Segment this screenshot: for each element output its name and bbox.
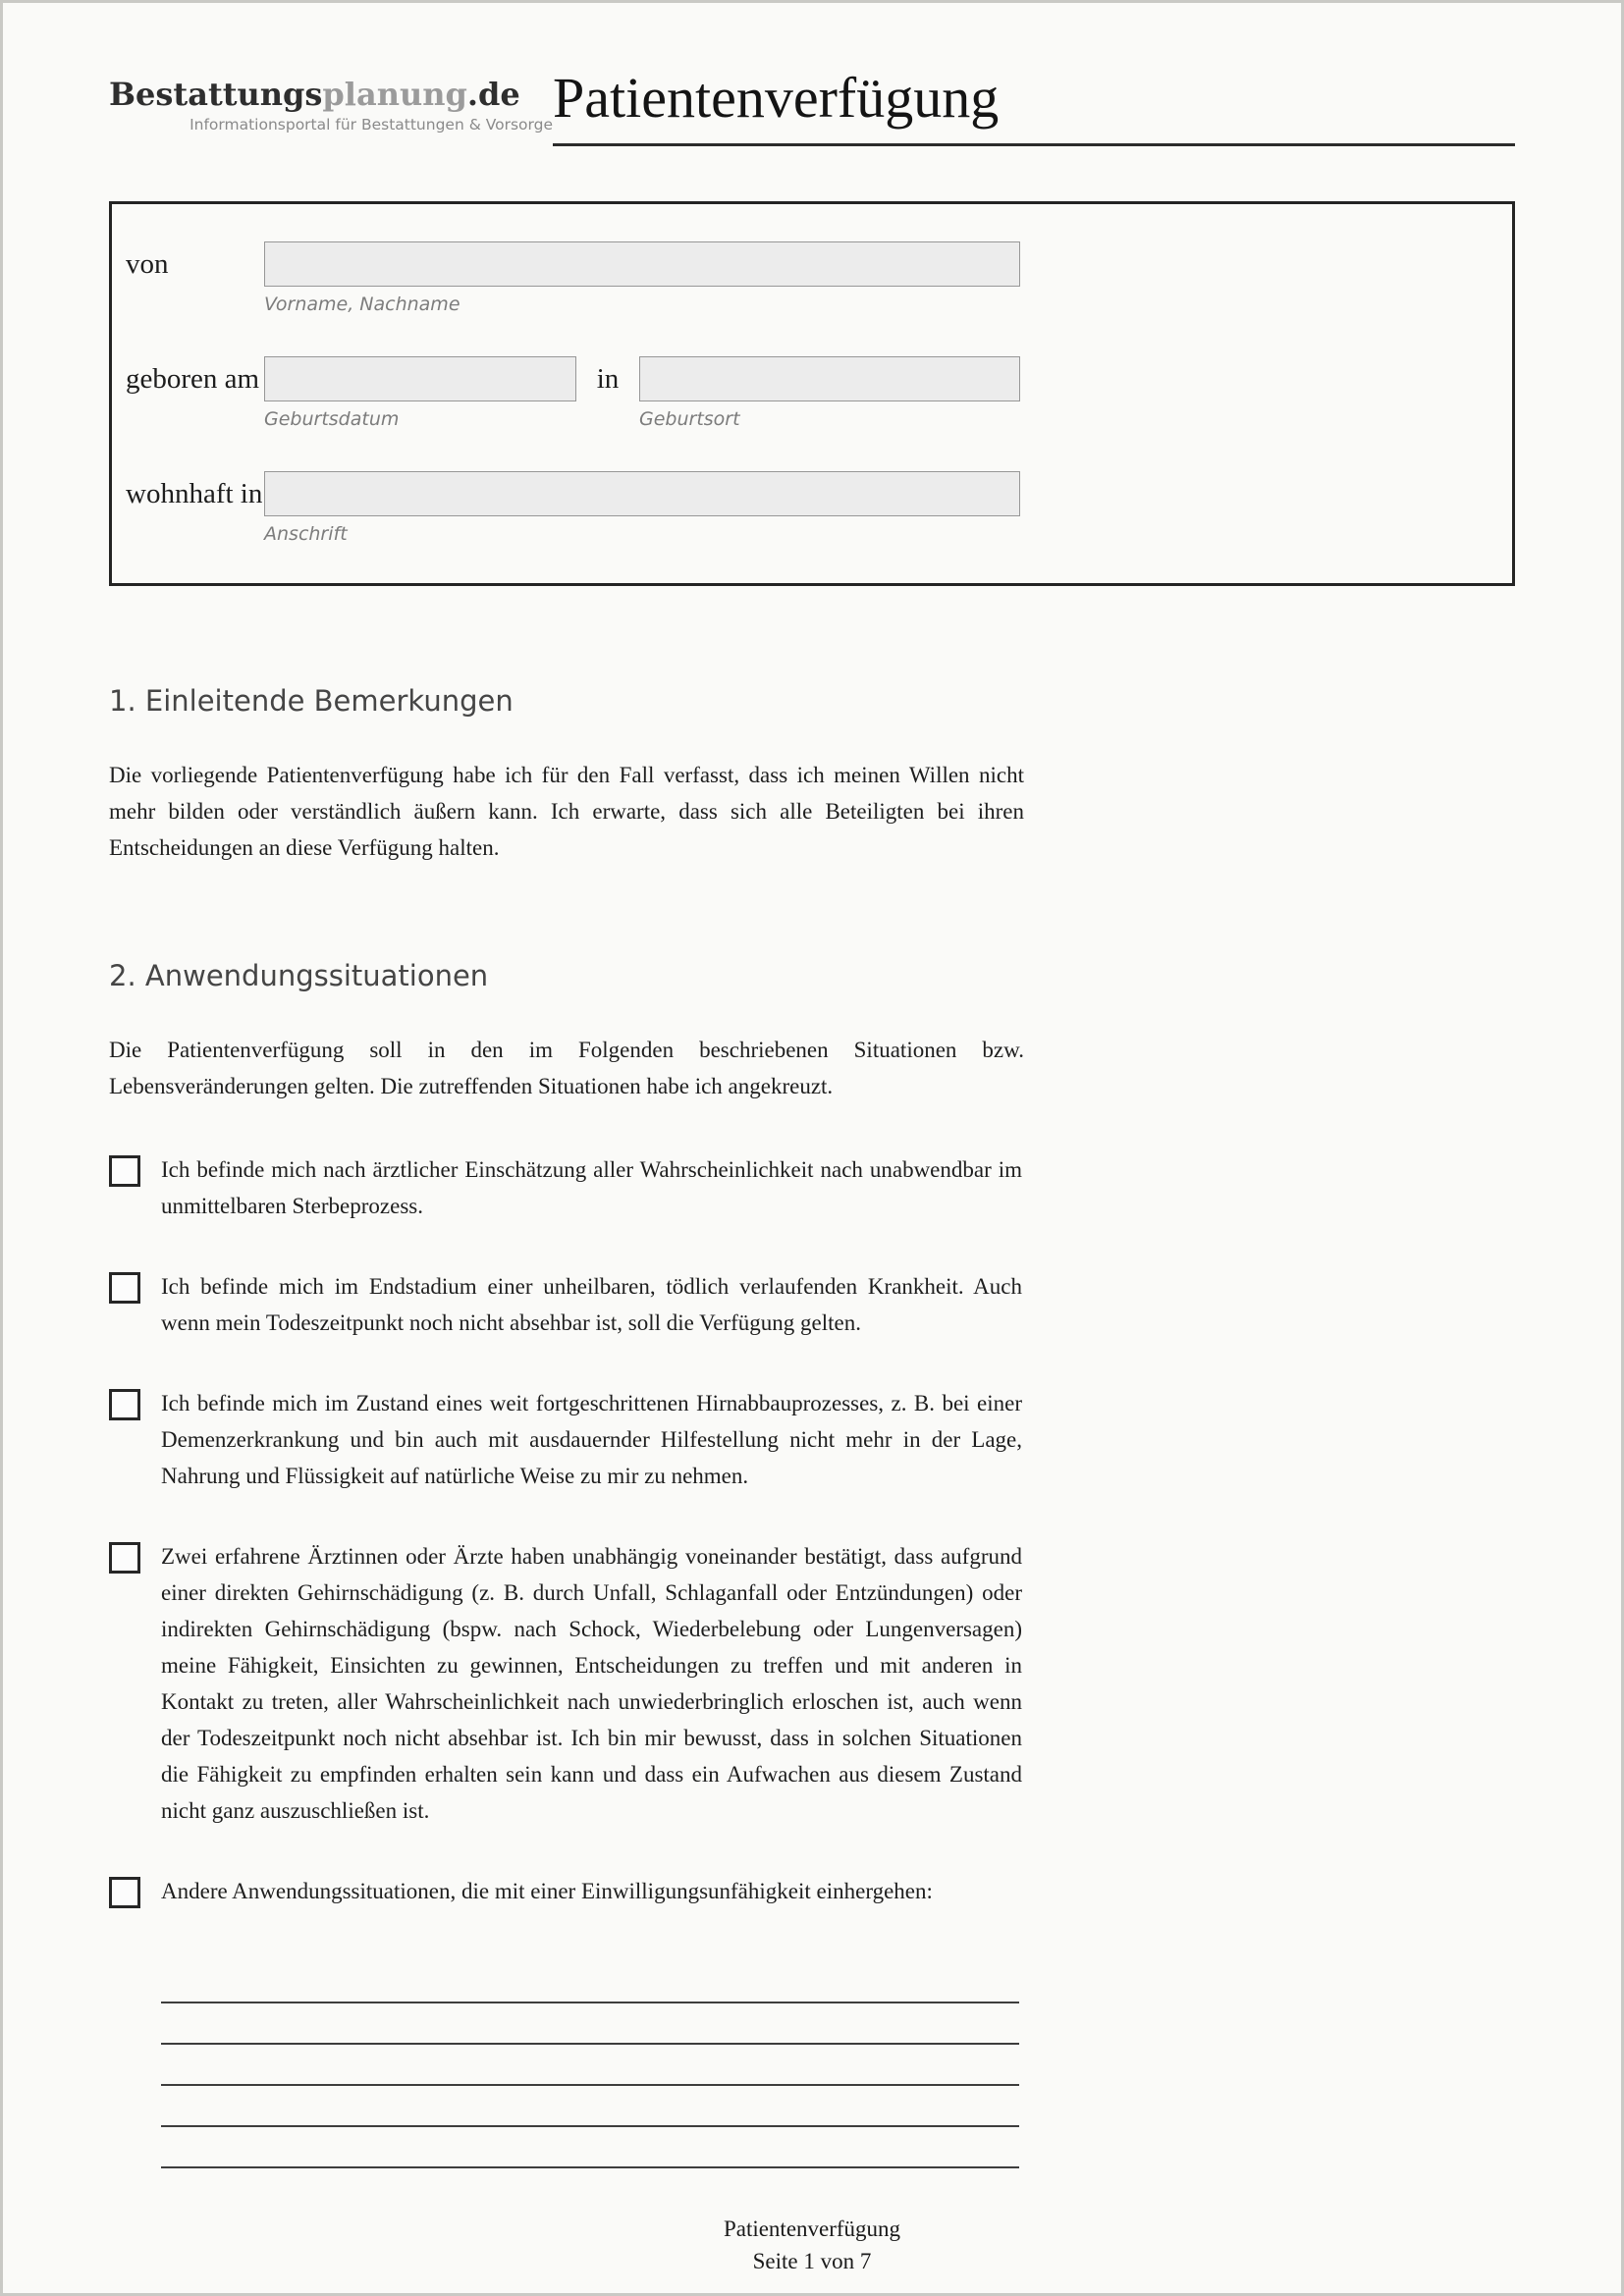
form-row-address [126, 471, 1496, 545]
form-row-birth [126, 356, 1496, 430]
label-in: in [596, 362, 620, 395]
section-1-heading: 1. Einleitende Bemerkungen [109, 683, 514, 718]
birthdate-input[interactable] [264, 356, 576, 401]
logo [109, 66, 553, 133]
checkbox-1[interactable] [109, 1155, 140, 1187]
logo-wordmark [109, 76, 553, 113]
footer-document-title: Patientenverfügung [723, 2216, 901, 2241]
write-lines [161, 1962, 1019, 2168]
write-line-2[interactable] [161, 2003, 1019, 2045]
page-title: Patientenverfügung [553, 66, 1000, 130]
section-2-heading: 2. Anwendungssituationen [109, 958, 489, 992]
write-line-4[interactable] [161, 2086, 1019, 2127]
checkbox-item-3-text: Ich befinde mich im Zustand eines weit fortgeschrittenen Hirnabbauprozesses, z. B. bei einer Demenzerkrankung und bin auch mit ausdauernder Hilfestellung nicht mehr in der Lage, Nahrung und Flüssigkeit auf natürliche Weise zu mir zu nehmen. [161, 1390, 1022, 1488]
logo-part-gray: planung [322, 76, 467, 113]
section-1-body: Die vorliegende Patientenverfügung habe ich für den Fall verfasst, dass ich meinen Willen nicht mehr bilden oder verständlich äußern kann. Ich erwarte, dass sich alle Beteiligten bei ihren Entscheidungen an diese Verfügung halten. [109, 762, 1024, 860]
logo-part-bold: Bestattungs [109, 76, 323, 113]
header [109, 66, 1515, 146]
checkbox-item-2-text: Ich befinde mich im Endstadium einer unheilbaren, tödlich verlaufenden Krankheit. Auch wenn mein Todeszeitpunkt noch nicht absehbar ist, soll die Verfügung gelten. [161, 1273, 1022, 1335]
birthplace-hint: Geburtsort [639, 407, 740, 430]
section-2-intro: Die Patientenverfügung soll in den im Folgenden beschriebenen Situationen bzw. Lebensveränderungen gelten. Die zutreffenden Situationen habe ich angekreuzt. [109, 1037, 1024, 1098]
checkbox-item-2 [109, 1268, 1022, 1341]
form-row-name [126, 241, 1496, 315]
label-von: von [126, 247, 169, 280]
name-input[interactable] [264, 241, 1020, 287]
checkbox-item-3 [109, 1385, 1022, 1494]
page-footer [3, 2213, 1621, 2277]
checkbox-item-5-text: Andere Anwendungssituationen, die mit einer Einwilligungsunfähigkeit einhergehen: [161, 1878, 933, 1903]
checkbox-4[interactable] [109, 1542, 140, 1574]
address-input[interactable] [264, 471, 1020, 516]
birthdate-hint: Geburtsdatum [264, 407, 400, 430]
write-line-1[interactable] [161, 1962, 1019, 2003]
checkbox-item-4 [109, 1538, 1022, 1829]
checkbox-5[interactable] [109, 1877, 140, 1908]
checkbox-item-1 [109, 1151, 1022, 1224]
label-geboren-am: geboren am [126, 362, 260, 395]
checkbox-3[interactable] [109, 1389, 140, 1420]
logo-subtitle: Informationsportal für Bestattungen & Vorsorge [189, 116, 553, 133]
checkbox-item-5 [109, 1873, 1022, 1909]
label-wohnhaft-in: wohnhaft in [126, 477, 263, 509]
write-line-3[interactable] [161, 2045, 1019, 2086]
name-hint: Vorname, Nachname [264, 293, 460, 315]
checkbox-item-4-text: Zwei erfahrene Ärztinnen oder Ärzte haben unabhängig voneinander bestätigt, dass aufgrund einer direkten Gehirnschädigung (z. B. durch Unfall, Schlaganfall oder Entzündungen) oder indirekten Gehirnschädigung (bspw. nach Schock, Wiederbelebung oder Lungenversagen) meine Fähigkeit, Einsichten zu gewinnen, Entscheidungen zu treffen und mit anderen in Kontakt zu treten, aller Wahrscheinlichkeit nach unwiederbringlich erloschen ist, auch wenn der Todeszeitpunkt noch nicht absehbar ist. Ich bin mir bewusst, dass in solchen Situationen die Fähigkeit zu empfinden erhalten sein kann und dass ein Aufwachen aus diesem Zustand nicht ganz auszuschließen ist. [161, 1543, 1022, 1823]
logo-part-suffix: .de [466, 76, 520, 113]
footer-page-number: Seite 1 von 7 [752, 2249, 872, 2273]
write-line-5[interactable] [161, 2127, 1019, 2168]
address-hint: Anschrift [264, 522, 348, 545]
title-block [553, 66, 1515, 146]
checkbox-item-1-text: Ich befinde mich nach ärztlicher Einschätzung aller Wahrscheinlichkeit nach unabwendbar im unmittelbaren Sterbeprozess. [161, 1156, 1022, 1218]
personal-data-box [109, 201, 1515, 586]
checkbox-2[interactable] [109, 1272, 140, 1304]
birthplace-input[interactable] [639, 356, 1020, 401]
